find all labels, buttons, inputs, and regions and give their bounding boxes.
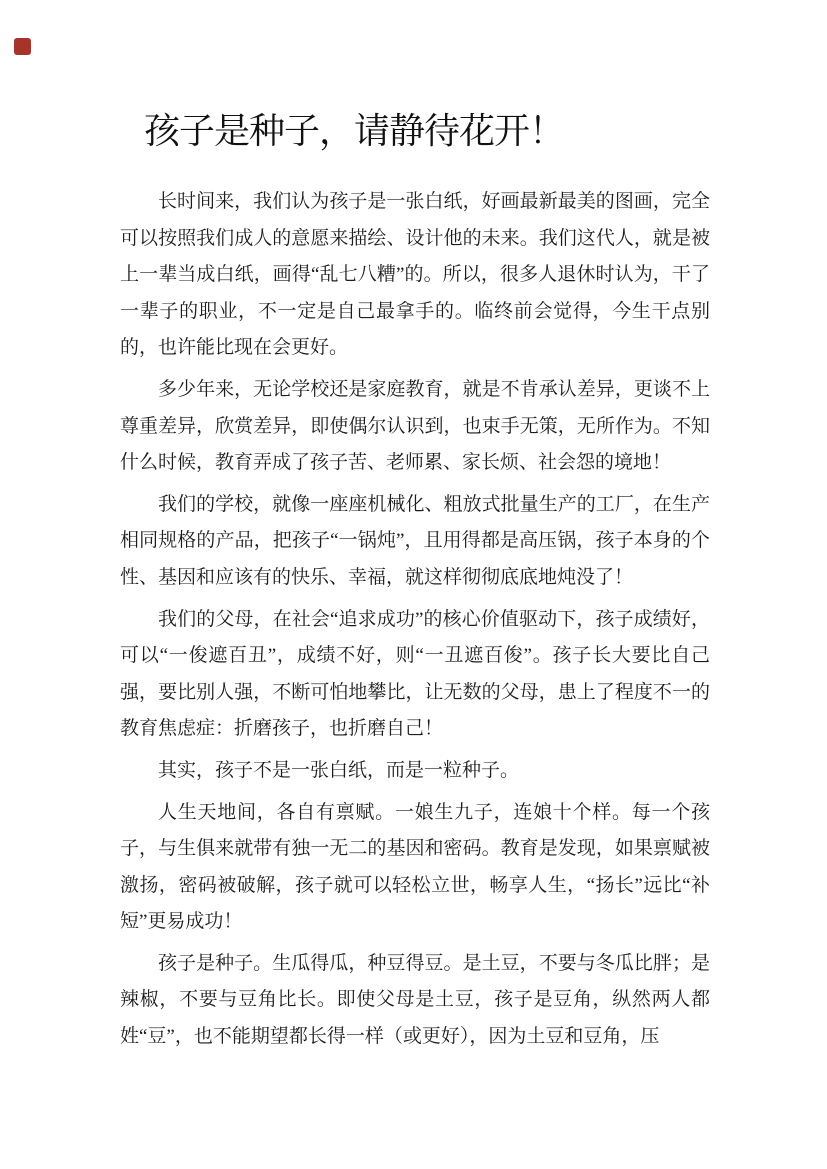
- document-body: [120, 184, 710, 1056]
- paragraph: 孩子是种子。生瓜得瓜，种豆得豆。是土豆，不要与冬瓜比胖；是辣椒，不要与豆角比长。即使父母是土豆，孩子是豆角，纵然两人都姓“豆”，也不能期望都长得一样（或更好），因为土豆和豆角，压: [120, 952, 710, 1048]
- paragraph: 其实，孩子不是一张白纸，而是一粒种子。: [158, 759, 520, 781]
- paragraph: 多少年来，无论学校还是家庭教育，就是不肯承认差异，更谈不上尊重差异，欣赏差异，即使偶尔认识到，也束手无策，无所作为。不知什么时候，教育弄成了孩子苦、老师累、家长烦、社会怨的境地！: [120, 378, 710, 474]
- page-title: 孩子是种子，请静待花开！: [144, 111, 565, 151]
- red-marker-icon: [14, 38, 31, 55]
- paragraph: 人生天地间，各自有禀赋。一娘生九子，连娘十个样。每一个孩子，与生俱来就带有独一无二的基因和密码。教育是发现，如果禀赋被激扬，密码被破解，孩子就可以轻松立世，畅享人生，“扬长”远比“补短”更易成功！: [120, 801, 710, 933]
- paragraph: 长时间来，我们认为孩子是一张白纸，好画最新最美的图画，完全可以按照我们成人的意愿来描绘、设计他的未来。我们这代人，就是被上一辈当成白纸，画得“乱七八糟”的。所以，很多人退休时认为，干了一辈子的职业，不一定是自己最拿手的。临终前会觉得，今生干点别的，也许能比现在会更好。: [120, 191, 710, 359]
- document-content: [120, 0, 710, 1061]
- paragraph: 我们的父母，在社会“追求成功”的核心价值驱动下，孩子成绩好，可以“一俊遮百丑”，成绩不好，则“一丑遮百俊”。孩子长大要比自己强，要比别人强，不断可怕地攀比，让无数的父母，患上了程度不一的教育焦虑症：折磨孩子，也折磨自己！: [120, 608, 710, 740]
- paragraph: 我们的学校，就像一座座机械化、粗放式批量生产的工厂，在生产相同规格的产品，把孩子“一锅炖”，且用得都是高压锅，孩子本身的个性、基因和应该有的快乐、幸福，就这样彻彻底底地炖没了！: [120, 493, 710, 588]
